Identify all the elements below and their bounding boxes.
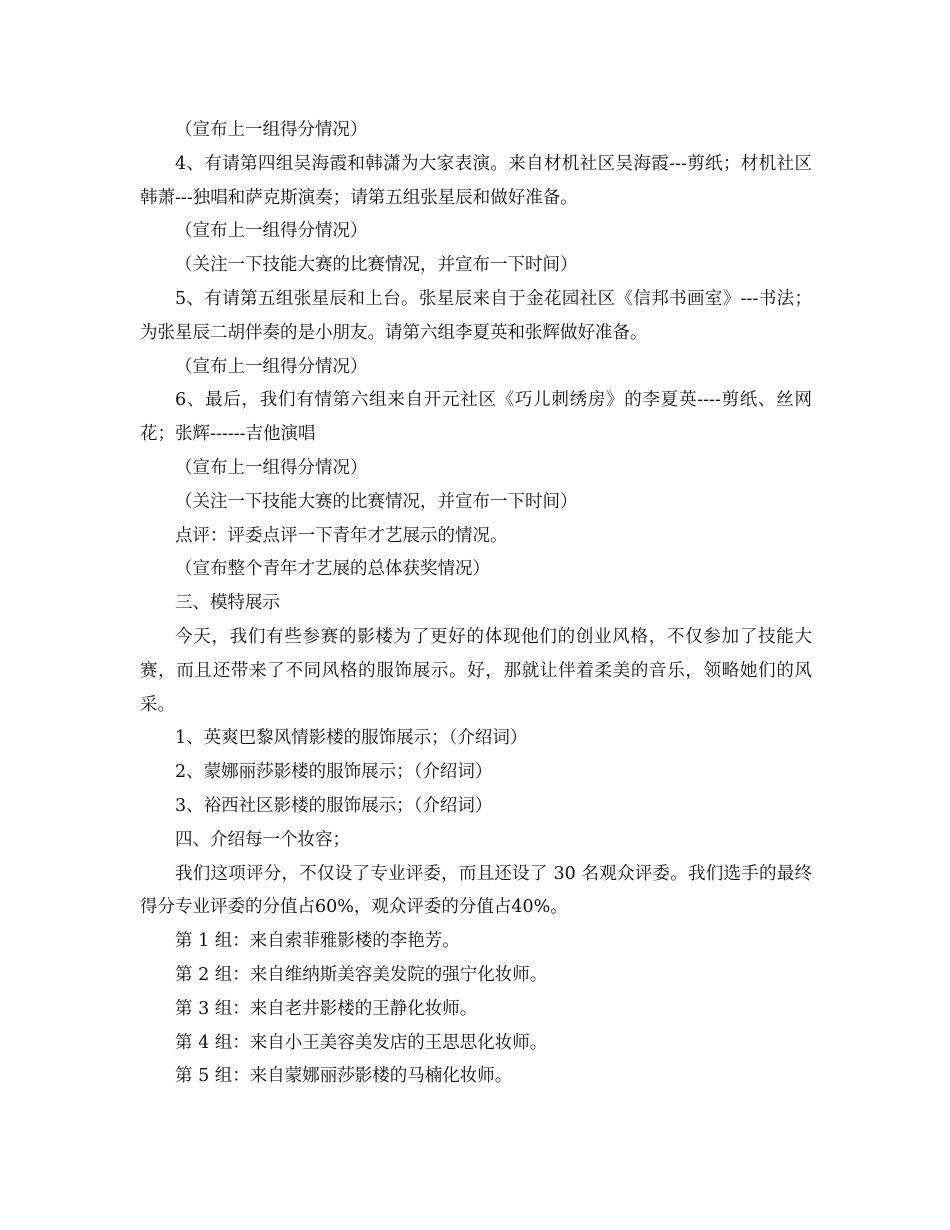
paragraph-skill-contest-note-1: （关注一下技能大赛的比赛情况，并宣布一下时间） [175, 255, 578, 276]
list-item-makeup-group-4: 第 4 组：来自小王美容美发店的王思思化妆师。 [175, 1032, 548, 1053]
paragraph-skill-contest-note-2: （关注一下技能大赛的比赛情况，并宣布一下时间） [175, 491, 578, 512]
list-item-makeup-group-3: 第 3 组：来自老井影楼的王静化妆师。 [175, 998, 478, 1019]
paragraph-announce-score-4: （宣布上一组得分情况） [175, 457, 368, 478]
paragraph-group-4: 4、有请第四组吴海霞和韩潇为大家表演。来自材机社区吴海霞---剪纸；材机社区韩萧---独唱和萨克斯演奏；请第五组张星辰和做好准备。 [140, 153, 812, 208]
document-body [140, 114, 812, 1094]
paragraph-scoring-rules: 我们这项评分，不仅设了专业评委，而且还设了 30 名观众评委。我们选手的最终得分专业评委的分值占60%，观众评委的分值占40%。 [140, 863, 812, 918]
paragraph-announce-score-1: （宣布上一组得分情况） [175, 120, 368, 140]
list-item-fashion-show-2: 2、蒙娜丽莎影楼的服饰展示；（介绍词） [175, 762, 493, 783]
list-item-makeup-group-1: 第 1 组：来自索菲雅影楼的李艳芳。 [175, 931, 460, 952]
paragraph-model-show-intro: 今天，我们有些参赛的影楼为了更好的体现他们的创业风格，不仅参加了技能大赛，而且还带来了不同风格的服饰展示。好，那就让伴着柔美的音乐，领略她们的风采。 [140, 626, 812, 715]
paragraph-judges-comment: 点评：评委点评一下青年才艺展示的情况。 [175, 525, 508, 546]
paragraph-group-6: 6、最后，我们有情第六组来自开元社区《巧儿刺绣房》的李夏英----剪纸、丝网花；张辉------吉他演唱 [140, 390, 812, 445]
section-heading-model-show: 三、模特展示 [175, 593, 280, 614]
paragraph-group-5: 5、有请第五组张星辰和上台。张星辰来自于金花园社区《信邦书画室》---书法；为张星辰二胡伴奏的是小朋友。请第六组李夏英和张辉做好准备。 [140, 288, 812, 343]
list-item-makeup-group-5: 第 5 组：来自蒙娜丽莎影楼的马楠化妆师。 [175, 1066, 513, 1087]
paragraph-overall-awards: （宣布整个青年才艺展的总体获奖情况） [175, 559, 490, 580]
paragraph-announce-score-2: （宣布上一组得分情况） [175, 221, 368, 242]
paragraph-announce-score-3: （宣布上一组得分情况） [175, 356, 368, 377]
list-item-fashion-show-3: 3、裕西社区影楼的服饰展示；（介绍词） [175, 795, 493, 816]
list-item-fashion-show-1: 1、英爽巴黎风情影楼的服饰展示；（介绍词） [175, 728, 528, 749]
section-heading-makeup: 四、介绍每一个妆容； [175, 829, 350, 850]
list-item-makeup-group-2: 第 2 组：来自维纳斯美容美发院的强宁化妆师。 [175, 964, 548, 985]
